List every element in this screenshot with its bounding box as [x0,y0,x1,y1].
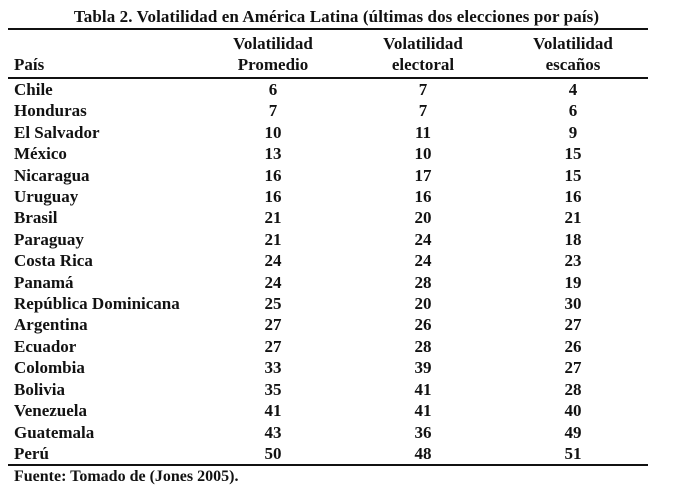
value-cell: 27 [564,358,582,378]
value-cell: 40 [564,401,582,421]
table-row [8,293,648,314]
value-cell: 24 [264,251,282,271]
value-cell: 17 [414,165,432,185]
column-header-volatilidad-escanos [498,29,648,78]
table-row [8,400,648,421]
column-header-electoral-line2: electoral [391,55,455,74]
country-cell: Guatemala [14,422,95,442]
value-cell: 48 [414,443,432,463]
country-cell: Paraguay [14,229,84,249]
value-cell: 13 [264,144,282,164]
value-cell: 21 [564,208,582,228]
value-cell: 50 [264,443,282,463]
value-cell: 16 [264,187,282,207]
table-title: Tabla 2. Volatilidad en América Latina (últimas dos elecciones por país) [73,7,600,26]
value-cell: 28 [414,272,432,292]
column-header-pais-label: País [14,55,45,74]
value-cell: 7 [418,101,428,121]
header-row [8,29,648,78]
table-row [8,229,648,250]
value-cell: 41 [414,401,432,421]
value-cell: 39 [414,358,432,378]
value-cell: 35 [264,379,282,399]
table-row [8,314,648,335]
value-cell: 51 [564,443,582,463]
country-cell: Colombia [14,358,85,378]
value-cell: 43 [264,422,282,442]
value-cell: 18 [564,229,582,249]
table-row [8,100,648,121]
column-header-electoral-line1: Volatilidad [383,34,463,53]
country-cell: Ecuador [14,336,77,356]
value-cell: 26 [564,336,582,356]
table-row [8,122,648,143]
country-cell: Bolivia [14,379,66,399]
country-cell: Honduras [14,101,87,121]
value-cell: 16 [564,187,582,207]
value-cell: 16 [414,187,432,207]
table-body [8,78,648,465]
country-cell: Nicaragua [14,165,90,185]
table-row [8,78,648,100]
value-cell: 6 [268,80,278,99]
source-note: Fuente: Tomado de (Jones 2005). [14,468,239,486]
value-cell: 7 [418,80,428,99]
value-cell: 4 [568,80,578,99]
value-cell: 24 [414,251,432,271]
table-sheet [8,28,648,486]
column-header-volatilidad-promedio [198,29,348,78]
table-row [8,422,648,443]
value-cell: 20 [414,294,432,314]
country-cell: Chile [14,80,53,99]
country-cell: El Salvador [14,122,100,142]
value-cell: 23 [564,251,582,271]
country-cell: Perú [14,443,49,463]
value-cell: 9 [568,122,578,142]
value-cell: 33 [264,358,282,378]
value-cell: 10 [414,144,432,164]
country-cell: Costa Rica [14,251,93,271]
value-cell: 41 [264,401,282,421]
column-header-promedio-line2: Promedio [237,55,309,74]
value-cell: 28 [414,336,432,356]
country-cell: Brasil [14,208,58,228]
value-cell: 49 [564,422,582,442]
value-cell: 26 [414,315,432,335]
table-row [8,186,648,207]
table-row [8,357,648,378]
value-cell: 25 [264,294,282,314]
table-row [8,336,648,357]
value-cell: 6 [568,101,578,121]
table-row [8,272,648,293]
country-cell: México [14,144,67,164]
value-cell: 11 [414,122,432,142]
value-cell: 24 [414,229,432,249]
country-cell: Argentina [14,315,88,335]
value-cell: 16 [264,165,282,185]
value-cell: 41 [414,379,432,399]
value-cell: 27 [264,315,282,335]
value-cell: 7 [268,101,278,121]
table-row [8,379,648,400]
value-cell: 21 [264,229,282,249]
country-cell: República Dominicana [14,294,180,314]
column-header-escanos-line1: Volatilidad [533,34,613,53]
value-cell: 36 [414,422,432,442]
value-cell: 19 [564,272,582,292]
table-row [8,443,648,465]
value-cell: 28 [564,379,582,399]
table-row [8,165,648,186]
value-cell: 24 [264,272,282,292]
column-header-volatilidad-electoral [348,29,498,78]
column-header-escanos-line2: escaños [545,55,601,74]
value-cell: 30 [564,294,582,314]
column-header-pais [8,29,198,78]
table-row [8,250,648,271]
value-cell: 20 [414,208,432,228]
table-row [8,143,648,164]
country-cell: Uruguay [14,187,79,207]
value-cell: 21 [264,208,282,228]
country-cell: Panamá [14,272,74,292]
column-header-promedio-line1: Volatilidad [233,34,313,53]
volatility-table [8,28,648,466]
value-cell: 27 [264,336,282,356]
country-cell: Venezuela [14,401,88,421]
table-header [8,29,648,78]
table-row [8,207,648,228]
value-cell: 10 [264,122,282,142]
value-cell: 27 [564,315,582,335]
value-cell: 15 [564,165,582,185]
value-cell: 15 [564,144,582,164]
